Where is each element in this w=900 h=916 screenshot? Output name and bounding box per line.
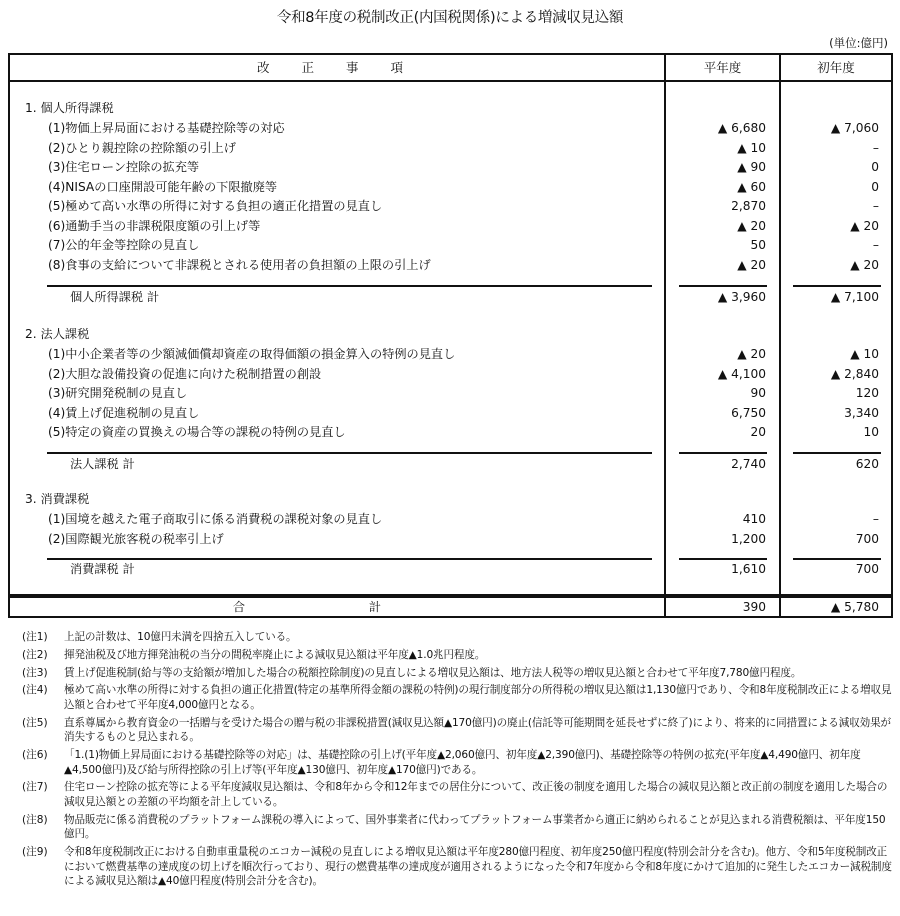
- row-label: (7)公的年金等控除の見直し: [48, 238, 200, 252]
- row-label: (3)研究開発税制の見直し: [48, 386, 188, 400]
- table-row: [10, 119, 891, 138]
- section-heading-row: [10, 325, 891, 344]
- subtotal-label: 消費課税 計: [70, 562, 135, 576]
- first-year-value: ▲ 10: [850, 347, 879, 361]
- first-year-value: 10: [863, 425, 879, 439]
- footnote-number: (注7): [22, 781, 48, 794]
- section-heading-row: [10, 99, 891, 118]
- subtotal-label: 法人課税 計: [70, 457, 135, 471]
- row-label: (3)住宅ローン控除の拡充等: [48, 160, 200, 174]
- subtotal-row: [10, 455, 891, 474]
- first-year-value: 120: [855, 386, 879, 400]
- table-row: [10, 423, 891, 442]
- subtotal-rule: [679, 452, 767, 454]
- header-item: 改 正 事 項: [257, 60, 417, 75]
- header-divider: [10, 80, 891, 82]
- first-year-value: –: [872, 512, 879, 526]
- row-label: (5)特定の資産の買換えの場合等の課税の特例の見直し: [48, 425, 346, 439]
- row-label: (1)物価上昇局面における基礎控除等の対応: [48, 121, 285, 135]
- table-row: [10, 178, 891, 197]
- normal-year-value: 20: [750, 425, 766, 439]
- footnote: [22, 780, 892, 809]
- subtotal-row: [10, 288, 891, 307]
- row-label: (4)賃上げ促進税制の見直し: [48, 405, 200, 420]
- footnote-number: (注8): [22, 813, 48, 826]
- normal-year-value: 1,200: [731, 531, 766, 546]
- unit-label: (単位:億円): [829, 36, 888, 50]
- first-year-value: 700: [855, 531, 879, 546]
- table-row: [10, 404, 891, 423]
- section-heading-row: [10, 490, 891, 509]
- first-year-value: ▲ 2,840: [830, 366, 879, 381]
- footnote-number: (注1): [22, 631, 48, 643]
- footnote-number: (注5): [22, 716, 48, 729]
- first-year-value: –: [872, 140, 879, 155]
- footnote: [22, 748, 892, 777]
- footnote-number: (注6): [22, 749, 48, 762]
- first-year-value: 0: [871, 179, 879, 194]
- subtotal-rule: [793, 285, 881, 287]
- page-title: 令和8年度の税制改正(内国税関係)による増減収見込額: [276, 10, 624, 26]
- footnote-text: 令和8年度税制改正における自動車重量税のエコカー減税の見直しによる増収見込額は平年度280億円程度、初年度250億円程度(特別会計分を含む)。他方、令和5年度税制改正において燃費基準の達成度の切上げを順次行っており、現行の燃費基準の達成度が適用されるようになった令和7年度から令和8年度にかけて追加的に発生したエコカー減税制度による減収見込額は▲40億円程度(特別会計分を含む)。: [64, 846, 892, 888]
- footnotes: [22, 630, 892, 892]
- normal-year-value: 50: [750, 238, 766, 252]
- row-label: (6)通勤手当の非課税限度額の引上げ等: [48, 218, 261, 233]
- table-row: [10, 139, 891, 158]
- footnote: [22, 648, 892, 663]
- first-year-value: –: [872, 238, 879, 252]
- footnote: [22, 813, 892, 842]
- first-year-value: ▲ 20: [850, 257, 879, 272]
- normal-year-value: 410: [742, 512, 766, 526]
- footnote-text: 住宅ローン控除の拡充等による平年度減収見込額は、令和8年から令和12年までの居住分について、改正後の制度を適用した場合の減収見込額と改正前の制度を適用した場合の減収見込額との差額の平均額を計上している。: [64, 781, 888, 809]
- first-year-value: 0: [871, 160, 879, 174]
- table-row: [10, 365, 891, 384]
- first-year-value: ▲ 7,060: [830, 121, 879, 135]
- subtotal-normal-year: ▲ 3,960: [717, 290, 766, 304]
- normal-year-value: ▲ 90: [737, 160, 766, 174]
- normal-year-value: ▲ 10: [737, 140, 766, 155]
- footnote-text: 「1.(1)物価上昇局面における基礎控除等の対応」は、基礎控除の引上げ(平年度▲2,060億円、初年度▲2,390億円)、基礎控除等の特例の拡充(平年度▲4,490億円、初年度▲4,500億円)及び給与所得控除の引上げ等(平年度▲130億円、初年度▲170億円)である。: [64, 749, 861, 776]
- row-label: (1)中小企業者等の少額減価償却資産の取得価額の損金算入の特例の見直し: [48, 347, 456, 361]
- total-normal-year: 390: [742, 600, 766, 614]
- subtotal-first-year: 700: [855, 562, 879, 576]
- total-label-text: 合 計: [232, 600, 442, 614]
- table-row: [10, 256, 891, 275]
- row-label: (5)極めて高い水準の所得に対する負担の適正化措置の見直し: [48, 199, 383, 213]
- footnote: [22, 630, 892, 645]
- revenue-table: [8, 53, 893, 618]
- section-heading: 2. 法人課税: [25, 327, 90, 341]
- footnote-number: (注4): [22, 684, 48, 697]
- first-year-value: ▲ 20: [850, 218, 879, 233]
- normal-year-value: ▲ 4,100: [717, 366, 766, 381]
- table-row: [10, 384, 891, 403]
- total-label: [10, 597, 664, 618]
- footnote-text: 極めて高い水準の所得に対する負担の適正化措置(特定の基準所得金額の課税の特例)の現行制度部分の所得税の増収見込額は1,130億円であり、令和8年度税制改正による増収見込額と合わせて平年度4,000億円となる。: [64, 684, 892, 711]
- subtotal-normal-year: 1,610: [731, 562, 766, 576]
- footnote: [22, 683, 892, 712]
- section-heading: 1. 個人所得課税: [25, 101, 114, 115]
- header-first-year: 初年度: [817, 60, 855, 75]
- footnote-number: (注3): [22, 666, 48, 679]
- subtotal-rule: [47, 452, 652, 454]
- footnote: [22, 716, 892, 745]
- footnote-number: (注2): [22, 648, 48, 661]
- footnote: [22, 666, 892, 681]
- normal-year-value: ▲ 20: [737, 347, 766, 361]
- header-normal-year: 平年度: [703, 60, 742, 75]
- row-label: (2)大胆な設備投資の促進に向けた税制措置の創設: [48, 366, 322, 381]
- row-label: (2)国際観光旅客税の税率引上げ: [48, 531, 224, 546]
- normal-year-value: 6,750: [731, 405, 766, 420]
- normal-year-value: 90: [750, 386, 766, 400]
- table-row: [10, 530, 891, 549]
- table-row: [10, 236, 891, 255]
- subtotal-label: 個人所得課税 計: [70, 290, 160, 304]
- normal-year-value: ▲ 6,680: [717, 121, 766, 135]
- footnote-number: (注9): [22, 846, 48, 859]
- table-row: [10, 510, 891, 529]
- subtotal-row: [10, 560, 891, 579]
- normal-year-value: 2,870: [731, 199, 766, 213]
- subtotal-normal-year: 2,740: [731, 457, 766, 471]
- subtotal-rule: [679, 285, 767, 287]
- footnote: [22, 845, 892, 889]
- row-label: (2)ひとり親控除の控除額の引上げ: [48, 140, 236, 155]
- table-row: [10, 158, 891, 177]
- total-row: [10, 597, 891, 618]
- first-year-value: –: [872, 199, 879, 213]
- footnote-text: 上記の計数は、10億円未満を四捨五入している。: [64, 631, 297, 643]
- total-first-year: ▲ 5,780: [830, 600, 879, 614]
- normal-year-value: ▲ 20: [737, 218, 766, 233]
- footnote-text: 賃上げ促進税制(給与等の支給額が増加した場合の税額控除制度)の見直しによる増収見込額は、地方法人税等の増収見込額と合わせて平年度7,780億円程度。: [64, 666, 802, 679]
- subtotal-rule: [47, 285, 652, 287]
- subtotal-first-year: ▲ 7,100: [830, 290, 879, 304]
- footnote-text: 物品販売に係る消費税のプラットフォーム課税の導入によって、国外事業者に代わってプラットフォーム事業者から適正に納められることが見込まれる消費税額は、平年度150億円。: [64, 813, 886, 841]
- section-heading: 3. 消費課税: [25, 492, 90, 506]
- subtotal-rule: [793, 452, 881, 454]
- row-label: (1)国境を越えた電子商取引に係る消費税の課税対象の見直し: [48, 512, 383, 526]
- normal-year-value: ▲ 20: [737, 257, 766, 272]
- table-row: [10, 197, 891, 216]
- table-row: [10, 217, 891, 236]
- subtotal-first-year: 620: [855, 457, 879, 471]
- first-year-value: 3,340: [844, 405, 879, 420]
- footnote-text: 直系尊属から教育資金の一括贈与を受けた場合の贈与税の非課税措置(減収見込額▲170億円)の廃止(信託等可能期間を延長せずに終了)により、将来的に同措置による減収効果が消失するものと見込まれる。: [64, 716, 891, 744]
- footnote-text: 揮発油税及び地方揮発油税の当分の間税率廃止による減収見込額は平年度▲1.0兆円程度。: [64, 648, 486, 661]
- table-row: [10, 345, 891, 364]
- row-label: (4)NISAの口座開設可能年齢の下限撤廃等: [48, 179, 278, 194]
- normal-year-value: ▲ 60: [737, 179, 766, 194]
- row-label: (8)食事の支給について非課税とされる使用者の負担額の上限の引上げ: [48, 257, 431, 272]
